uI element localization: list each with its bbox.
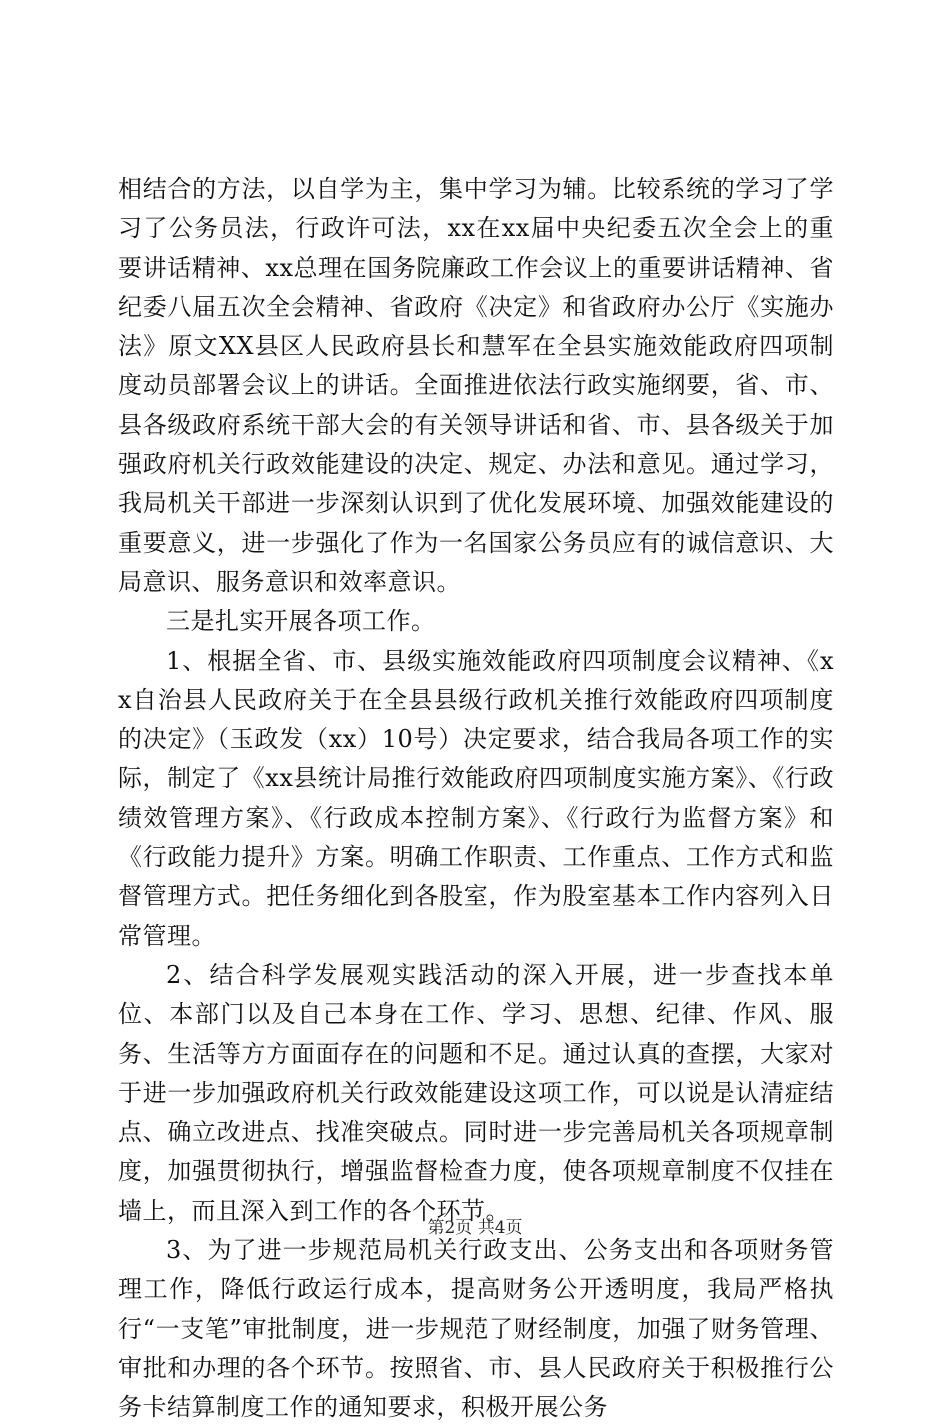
- paragraph-item-2: 2、结合科学发展观实践活动的深入开展，进一步查找本单位、本部门以及自己本身在工作、学习、思想、纪律、作风、服务、生活等方方面面存在的问题和不足。通过认真的查摆，大家对于进一步加强政府机关行政效能建设这项工作，可以说是认清症结点、确立改进点、找准突破点。同时进一步完善局机关各项规章制度，加强贯彻执行，增强监督检查力度，使各项规章制度不仅挂在墙上，而且深入到工作的各个环节。: [118, 960, 834, 1225]
- paragraph-section-heading: 三是扎实开展各项工作。: [166, 607, 436, 636]
- paragraph-item-1: 1、根据全省、市、县级实施效能政府四项制度会议精神、《xx自治县人民政府关于在全县县级行政机关推行效能政府四项制度的决定》（玉政发（xx）10号）决定要求，结合我局各项工作的实际，制定了《xx县统计局推行效能政府四项制度实施方案》、《行政绩效管理方案》、《行政成本控制方案》、《行政行为监督方案》和《行政能力提升》方案。明确工作职责、工作重点、工作方式和监督管理方式。把任务细化到各股室，作为股室基本工作内容列入日常管理。: [118, 646, 834, 950]
- paragraph-study-content: 相结合的方法，以自学为主，集中学习为辅。比较系统的学习了学习了公务员法，行政许可法，xx在xx届中央纪委五次全会上的重要讲话精神、xx总理在国务院廉政工作会议上的重要讲话精神、省纪委八届五次全会精神、省政府《决定》和省政府办公厅《实施办法》原文XX县区人民政府县长和慧军在全县实施效能政府四项制度动员部署会议上的讲话。全面推进依法行政实施纲要，省、市、县各级政府系统干部大会的有关领导讲话和省、市、县各级关于加强政府机关行政效能建设的决定、规定、办法和意见。通过学习，我局机关干部进一步深刻认识到了优化发展环境、加强效能建设的重要意义，进一步强化了作为一名国家公务员应有的诚信意识、大局意识、服务意识和效率意识。: [118, 175, 834, 596]
- paragraph-item-3: 3、为了进一步规范局机关行政支出、公务支出和各项财务管理工作，降低行政运行成本，提高财务公开透明度，我局严格执行“一支笔”审批制度，进一步规范了财经制度，加强了财务管理、审批和办理的各个环节。按照省、市、县人民政府关于积极推行公务卡结算制度工作的通知要求，积极开展公务: [118, 1236, 834, 1422]
- page-number-footer: 第2页 共4页: [427, 1218, 523, 1238]
